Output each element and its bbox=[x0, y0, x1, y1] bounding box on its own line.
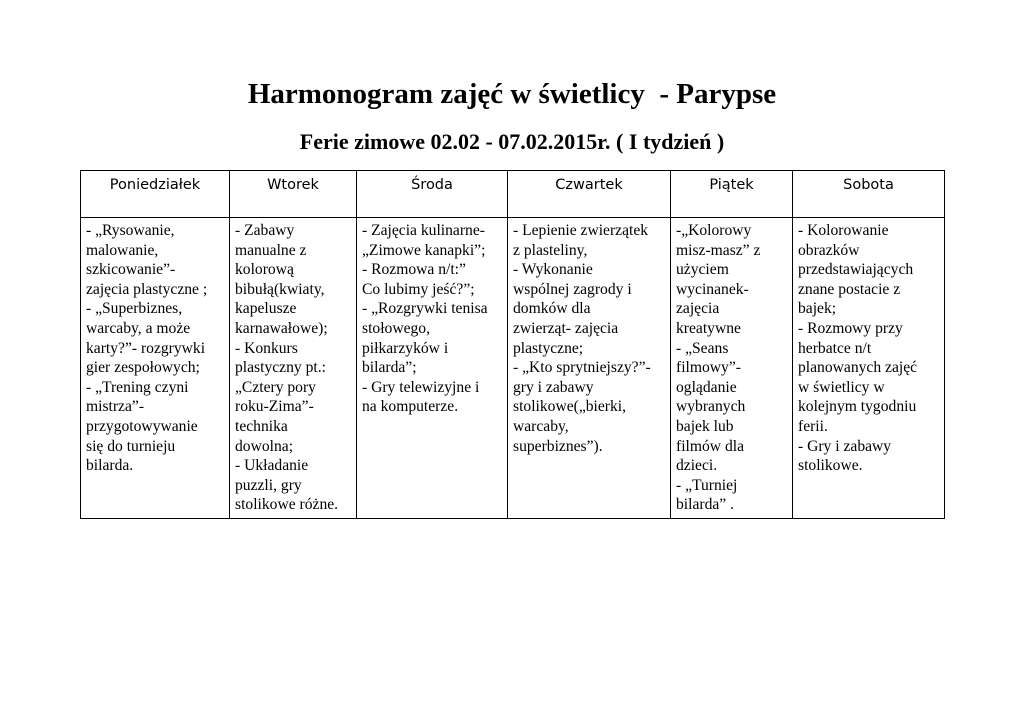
activity-line: w świetlicy w bbox=[798, 378, 885, 396]
activity-line: warcaby, bbox=[513, 417, 569, 435]
header-thursday: Czwartek bbox=[508, 171, 671, 218]
activity-line: użyciem bbox=[676, 261, 729, 279]
activity-line: przygotowywanie bbox=[86, 417, 198, 435]
activity-line: - „Superbiznes, bbox=[86, 300, 183, 318]
activity-line: - „Turniej bbox=[676, 476, 738, 494]
activity-line: z plasteliny, bbox=[513, 241, 588, 259]
activity-line: wybranych bbox=[676, 398, 746, 416]
activity-line: - Wykonanie bbox=[513, 261, 593, 279]
activity-line: - Lepienie zwierzątek bbox=[513, 222, 649, 239]
activity-line: - Rozmowy przy bbox=[798, 319, 903, 337]
activity-line: bajek lub bbox=[676, 417, 734, 435]
activity-line: bajek; bbox=[798, 300, 837, 318]
activity-line: karty?”- rozgrywki bbox=[86, 339, 206, 357]
activity-line: - Konkurs bbox=[235, 339, 298, 357]
activity-line: domków dla bbox=[513, 300, 591, 318]
activity-line: mistrza”- bbox=[86, 398, 145, 416]
activity-line: kolejnym tygodniu bbox=[798, 398, 917, 416]
activity-line: się do turnieju bbox=[86, 437, 176, 455]
activity-line: plastyczne; bbox=[513, 339, 584, 357]
activity-line: superbiznes”). bbox=[513, 437, 603, 455]
document-subtitle: Ferie zimowe 02.02 - 07.02.2015r. ( I tydzień ) bbox=[299, 129, 725, 154]
header-tuesday: Wtorek bbox=[230, 171, 357, 218]
activity-line: roku-Zima”- bbox=[235, 398, 314, 416]
activity-line: warcaby, a może bbox=[86, 319, 191, 337]
activity-line: bibułą(kwiaty, bbox=[235, 280, 325, 298]
activity-line: zwierząt- zajęcia bbox=[513, 319, 619, 337]
activity-line: puzzli, gry bbox=[235, 476, 302, 494]
activity-line: piłkarzyków i bbox=[362, 339, 449, 357]
activity-line: - Zajęcia kulinarne- bbox=[362, 222, 485, 239]
activity-line: filmów dla bbox=[676, 437, 744, 455]
activities-tuesday bbox=[230, 218, 357, 519]
activity-line: zajęcia plastyczne ; bbox=[86, 280, 208, 298]
activity-line: stolikowe. bbox=[798, 457, 863, 475]
activity-line: „Cztery pory bbox=[235, 378, 316, 396]
activity-line: - Kolorowanie bbox=[798, 222, 889, 239]
schedule-activities-row bbox=[81, 218, 945, 519]
activity-line: kolorową bbox=[235, 261, 294, 279]
activity-line: kapelusze bbox=[235, 300, 297, 318]
activity-line: - Zabawy bbox=[235, 222, 295, 239]
activity-line: kreatywne bbox=[676, 319, 741, 337]
activities-saturday bbox=[793, 218, 945, 519]
activity-line: zajęcia bbox=[676, 300, 720, 318]
schedule-table bbox=[80, 170, 945, 519]
activity-line: bilarda. bbox=[86, 457, 134, 475]
activity-line: dzieci. bbox=[676, 457, 718, 475]
activity-line: - Gry i zabawy bbox=[798, 437, 892, 455]
activities-monday bbox=[81, 218, 230, 519]
activity-line: bilarda” . bbox=[676, 496, 735, 514]
activity-line: szkicowanie”- bbox=[86, 261, 176, 279]
activity-line: gry i zabawy bbox=[513, 378, 594, 396]
activity-line: „Zimowe kanapki”; bbox=[362, 241, 486, 259]
activity-line: technika bbox=[235, 417, 288, 435]
activity-line: na komputerze. bbox=[362, 398, 459, 416]
activity-line: oglądanie bbox=[676, 378, 737, 396]
activity-line: obrazków bbox=[798, 241, 860, 259]
activity-line: - „Rozgrywki tenisa bbox=[362, 300, 488, 318]
document-title: Harmonogram zajęć w świetlicy - Parypse bbox=[247, 78, 777, 110]
header-wednesday: Środa bbox=[357, 171, 508, 218]
activity-line: - Układanie bbox=[235, 457, 309, 475]
header-friday: Piątek bbox=[671, 171, 793, 218]
header-saturday: Sobota bbox=[793, 171, 945, 218]
activity-line: - Gry telewizyjne i bbox=[362, 378, 480, 396]
activities-wednesday bbox=[357, 218, 508, 519]
activity-line: gier zespołowych; bbox=[86, 359, 200, 377]
activity-line: wycinanek- bbox=[676, 280, 749, 298]
activity-line: dowolna; bbox=[235, 437, 294, 455]
activity-line: bilarda”; bbox=[362, 359, 417, 377]
schedule-header-row bbox=[81, 171, 945, 218]
activities-friday bbox=[671, 218, 793, 519]
activity-line: - „Seans bbox=[676, 339, 729, 357]
activity-line: znane postacie z bbox=[798, 280, 901, 298]
activity-line: plastyczny pt.: bbox=[235, 359, 326, 377]
activity-line: - Rozmowa n/t:” bbox=[362, 261, 466, 279]
activity-line: manualne z bbox=[235, 241, 307, 259]
activity-line: stołowego, bbox=[362, 319, 431, 337]
activity-line: - „Kto sprytniejszy?”- bbox=[513, 359, 651, 377]
activity-line: misz-masz” z bbox=[676, 241, 761, 259]
activity-line: przedstawiających bbox=[798, 261, 914, 279]
activity-line: filmowy”- bbox=[676, 359, 741, 377]
activity-line: herbatce n/t bbox=[798, 339, 872, 357]
activity-line: malowanie, bbox=[86, 241, 159, 259]
activity-line: planowanych zajęć bbox=[798, 359, 918, 377]
header-monday: Poniedziałek bbox=[81, 171, 230, 218]
activity-line: ferii. bbox=[798, 417, 828, 435]
activity-line: -„Kolorowy bbox=[676, 222, 752, 239]
activities-thursday bbox=[508, 218, 671, 519]
activity-line: stolikowe(„bierki, bbox=[513, 398, 627, 416]
activity-line: Co lubimy jeść?”; bbox=[362, 280, 475, 298]
activity-line: - „Rysowanie, bbox=[86, 222, 175, 239]
activity-line: wspólnej zagrody i bbox=[513, 280, 632, 298]
activity-line: karnawałowe); bbox=[235, 319, 328, 337]
activity-line: stolikowe różne. bbox=[235, 496, 339, 514]
activity-line: - „Trening czyni bbox=[86, 378, 189, 396]
